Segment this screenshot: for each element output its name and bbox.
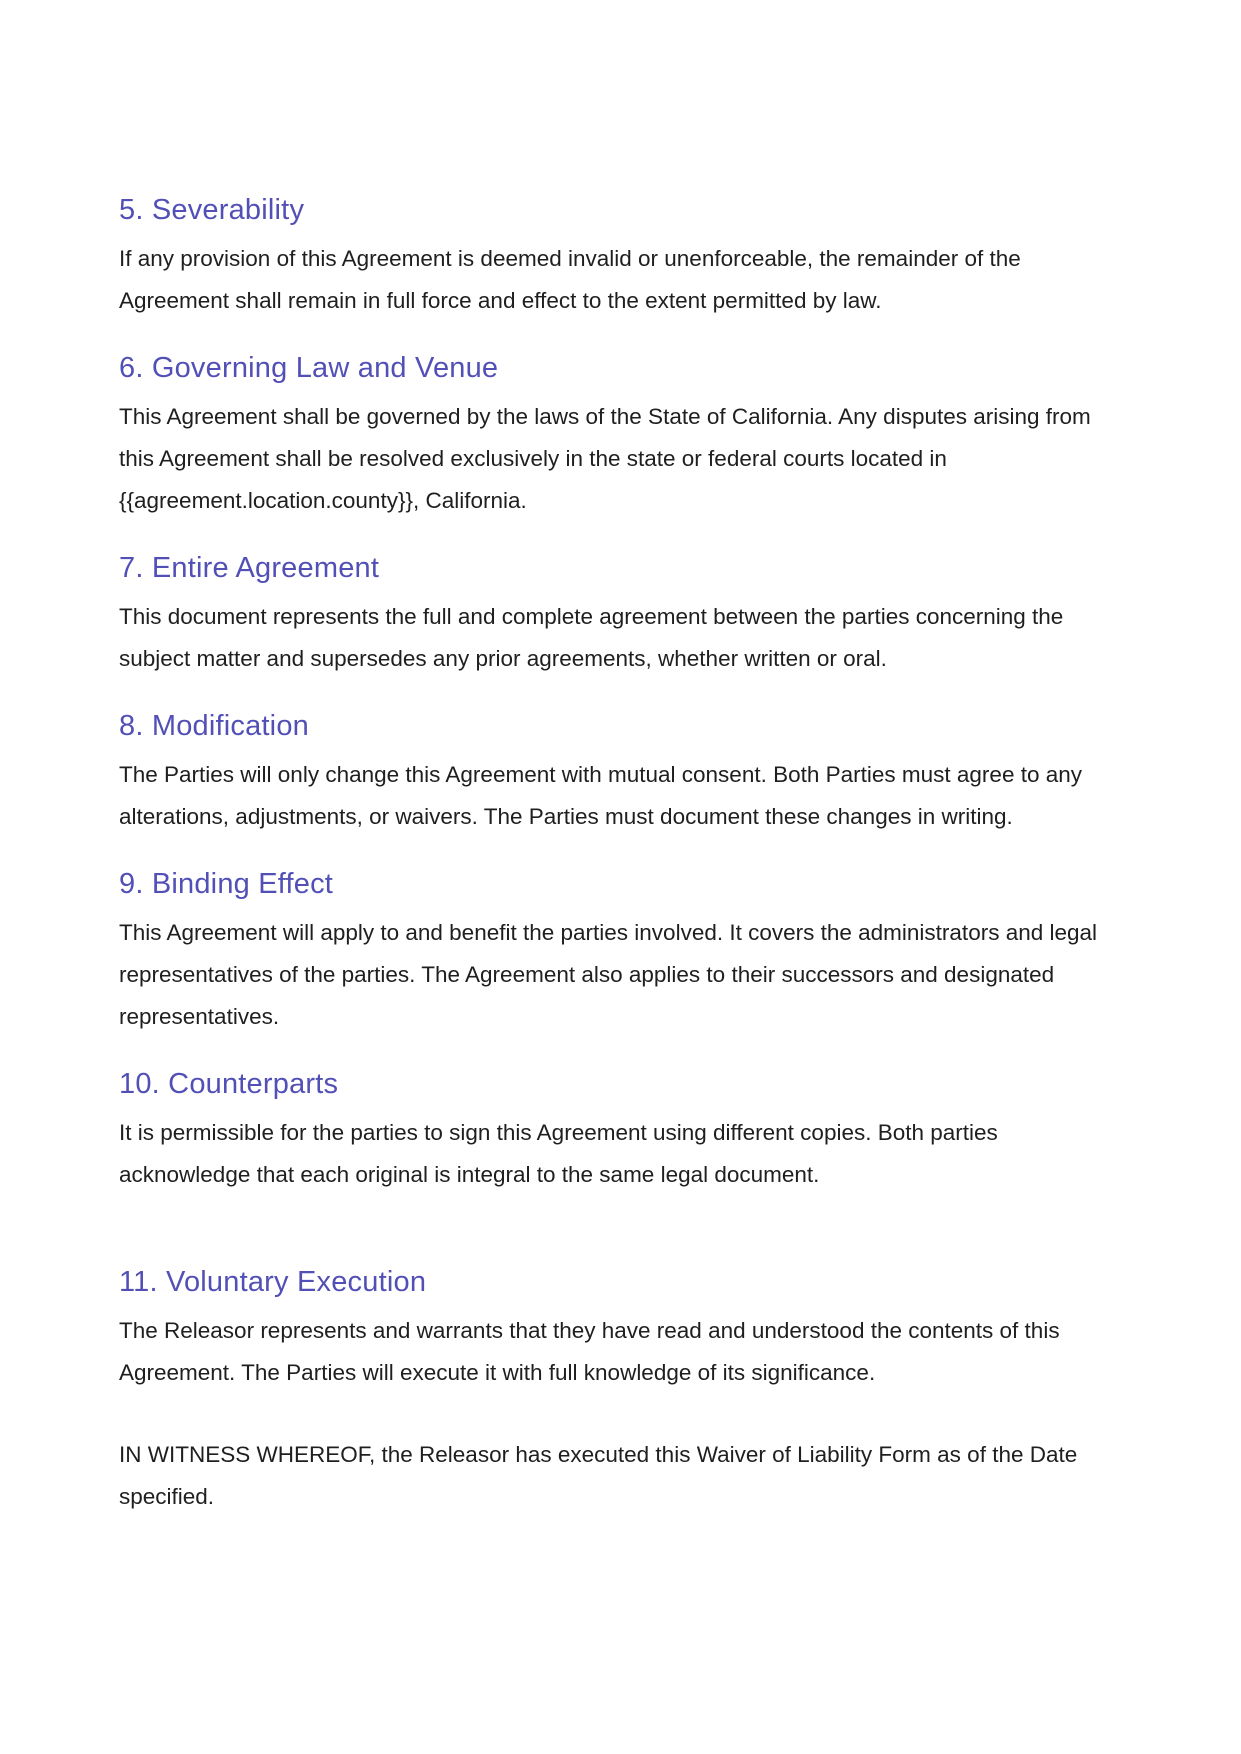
section-severability <box>119 190 1129 322</box>
document-page <box>119 190 1129 1518</box>
section-modification <box>119 706 1129 838</box>
section-voluntary-execution <box>119 1262 1129 1394</box>
section-binding-effect <box>119 864 1129 1038</box>
section-heading: 8. Modification <box>119 710 309 742</box>
section-body: The Releasor represents and warrants that they have read and understood the contents of this Agreement. The Parties will execute it with full knowledge of its significance. <box>119 1318 1060 1385</box>
section-heading: 10. Counterparts <box>119 1068 339 1100</box>
section-body: It is permissible for the parties to sign this Agreement using different copies. Both parties acknowledge that each original is integral to the same legal document. <box>119 1120 998 1187</box>
section-counterparts <box>119 1064 1129 1196</box>
section-body: This document represents the full and complete agreement between the parties concerning the subject matter and supersedes any prior agreements, whether written or oral. <box>119 604 1064 671</box>
section-governing-law <box>119 348 1129 522</box>
section-heading: 9. Binding Effect <box>119 868 334 900</box>
section-spacer <box>119 322 1129 348</box>
section-body: The Parties will only change this Agreement with mutual consent. Both Parties must agree to any alterations, adjustments, or waivers. The Parties must document these changes in writing. <box>119 762 1082 829</box>
section-body: This Agreement shall be governed by the laws of the State of California. Any disputes arising from this Agreement shall be resolved exclusively in the state or federal courts located in {{agreement.location.county}}, California. <box>119 404 1091 513</box>
section-spacer <box>119 522 1129 548</box>
section-heading: 11. Voluntary Execution <box>119 1266 427 1298</box>
section-heading: 5. Severability <box>119 194 305 226</box>
section-body: If any provision of this Agreement is deemed invalid or unenforceable, the remainder of the Agreement shall remain in full force and effect to the extent permitted by law. <box>119 246 1021 313</box>
section-spacer <box>119 1038 1129 1064</box>
section-spacer <box>119 680 1129 706</box>
section-spacer <box>119 838 1129 864</box>
section-body: This Agreement will apply to and benefit the parties involved. It covers the administrators and legal representatives of the parties. The Agreement also applies to their successors and designated representatives. <box>119 920 1098 1029</box>
section-heading: 6. Governing Law and Venue <box>119 352 499 384</box>
section-spacer <box>119 1196 1129 1262</box>
section-heading: 7. Entire Agreement <box>119 552 380 584</box>
witness-statement: IN WITNESS WHEREOF, the Releasor has executed this Waiver of Liability Form as of the Date specified. <box>119 1442 1078 1509</box>
section-spacer <box>119 1394 1129 1434</box>
section-entire-agreement <box>119 548 1129 680</box>
